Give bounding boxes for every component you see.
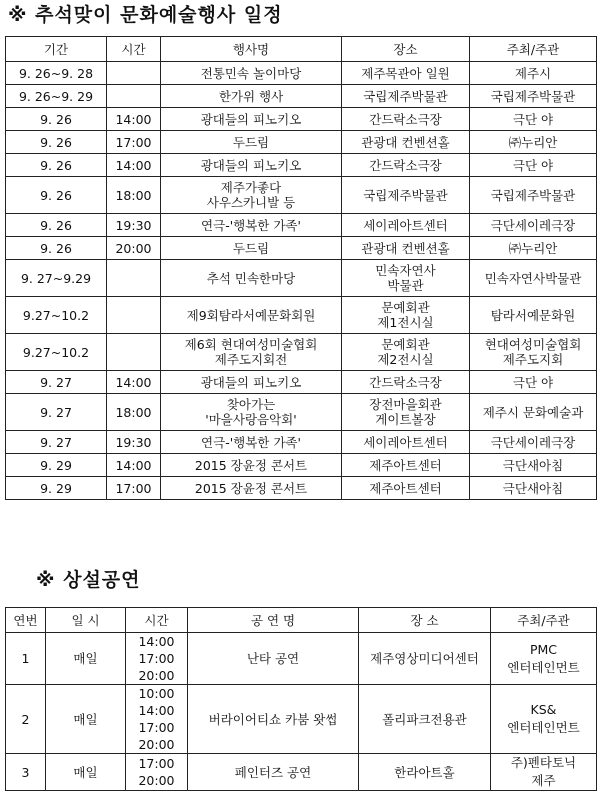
table-header-row: [6, 608, 597, 633]
section1-title: ※ 추석맞이 문화예술행사 일정: [8, 4, 283, 26]
host-cell-line: ㈜누리안: [508, 134, 558, 150]
show-rows: [6, 633, 597, 791]
event-cell-line: 두드림: [232, 134, 270, 150]
day-cell: 매일: [46, 633, 126, 685]
table-row: [6, 754, 597, 791]
event-cell-line: 제6회 현대여성미술협회: [184, 337, 318, 352]
times-cell-line: 20:00: [138, 668, 175, 683]
event-cell-line: 광대들의 피노키오: [200, 111, 302, 127]
event-cell-line: '마을사랑음악회': [205, 412, 297, 427]
period-cell: 9. 27~9.29: [6, 260, 107, 297]
venue-cell-line: 간드락소극장: [369, 111, 442, 127]
table-row: [6, 154, 597, 177]
period-cell: 9. 29: [6, 454, 107, 477]
venue-cell-line: 국립제주박물관: [363, 187, 448, 203]
time-cell: [107, 297, 161, 334]
venue-cell-line: 국립제주박물관: [363, 88, 448, 104]
times-cell-line: 10:00: [138, 686, 175, 701]
venue-cell: [342, 177, 470, 214]
no-cell: 1: [6, 633, 46, 685]
venue-cell: [342, 154, 470, 177]
host-cell: [470, 131, 597, 154]
venue-cell-line: 문예회관: [381, 337, 430, 352]
event-cell-line: 광대들의 피노키오: [200, 157, 302, 173]
table-row: [6, 297, 597, 334]
period-cell: 9. 26: [6, 131, 107, 154]
table-row: [6, 260, 597, 297]
period-cell: 9. 26: [6, 108, 107, 131]
venue-cell: 제주영상미디어센터: [359, 633, 491, 685]
time-cell: 19:30: [107, 431, 161, 454]
time-cell: 17:00: [107, 131, 161, 154]
host-cell-line: 제주도지회: [502, 352, 564, 367]
venue-cell: [342, 214, 470, 237]
table-row: [6, 633, 597, 685]
venue-cell-line: 박물관: [387, 278, 424, 293]
header-event: 행사명: [161, 37, 342, 62]
venue-cell-line: 제주아트센터: [369, 457, 442, 473]
table-row: [6, 685, 597, 754]
event-cell-line: 2015 장윤정 콘서트: [194, 457, 308, 473]
time-cell: 14:00: [107, 371, 161, 394]
venue-cell: [342, 454, 470, 477]
host-cell-line: 민속자연사박물관: [484, 270, 582, 286]
venue-cell-line: 간드락소극장: [369, 157, 442, 173]
host-cell-line: 현대여성미술협회: [484, 337, 582, 352]
venue-cell-line: 관광대 컨벤션홀: [361, 240, 450, 256]
period-cell: 9. 26: [6, 214, 107, 237]
schedule-rows: [6, 62, 597, 500]
host-cell: [470, 108, 597, 131]
period-cell: 9. 26: [6, 154, 107, 177]
event-cell: [161, 237, 342, 260]
host-cell: [470, 477, 597, 500]
venue-cell: [342, 108, 470, 131]
header-show: 공 연 명: [188, 608, 359, 633]
venue-cell: 한라아트홀: [359, 754, 491, 791]
host-cell: [470, 177, 597, 214]
time-cell: [107, 62, 161, 85]
host-cell-line: 제주: [531, 773, 556, 788]
host-cell-line: ㈜누리안: [508, 240, 558, 256]
period-cell: 9. 29: [6, 477, 107, 500]
host-cell-line: 주)펜타토닉: [510, 755, 577, 770]
event-cell: [161, 477, 342, 500]
event-cell-line: 제9회탐라서예문화회원: [186, 307, 316, 323]
host-cell: [470, 371, 597, 394]
event-cell: [161, 62, 342, 85]
venue-cell-line: 문예회관: [381, 300, 430, 315]
times-cell-line: 20:00: [138, 737, 175, 752]
host-cell-line: 극단새아침: [502, 480, 564, 496]
day-cell: 매일: [46, 754, 126, 791]
show-cell: 버라이어티쇼 카붐 왓썹: [188, 685, 359, 754]
times-cell-line: 17:00: [138, 720, 175, 735]
venue-cell: [342, 297, 470, 334]
venue-cell-line: 제2전시실: [377, 352, 434, 367]
event-cell-line: 2015 장윤정 콘서트: [194, 480, 308, 496]
host-cell-line: 극단 야: [512, 157, 554, 173]
event-cell-line: 찾아가는: [226, 397, 276, 412]
host-cell: [470, 62, 597, 85]
header-no: 연번: [6, 608, 46, 633]
host-cell: [491, 633, 597, 685]
period-cell: 9. 27: [6, 371, 107, 394]
event-cell-line: 광대들의 피노키오: [200, 374, 302, 390]
header-venue: 장 소: [359, 608, 491, 633]
host-cell: [470, 260, 597, 297]
event-cell-line: 제주가좋다: [220, 180, 282, 195]
host-cell: [470, 154, 597, 177]
venue-cell-line: 장전마을회관: [369, 397, 442, 412]
event-cell: [161, 108, 342, 131]
host-cell-line: 탐라서예문화원: [490, 307, 576, 323]
section2-title: ※ 상설공연: [36, 569, 141, 591]
host-cell-line: 극단 야: [512, 111, 554, 127]
host-cell: [470, 297, 597, 334]
host-cell-line: 엔터테인먼트: [507, 659, 580, 675]
table-row: [6, 237, 597, 260]
time-cell: 17:00: [107, 477, 161, 500]
host-cell-line: 국립제주박물관: [490, 88, 576, 104]
period-cell: 9.27~10.2: [6, 297, 107, 334]
venue-cell-line: 제1전시실: [377, 315, 434, 330]
host-cell: [470, 394, 597, 431]
table-row: [6, 454, 597, 477]
period-cell: 9.27~10.2: [6, 334, 107, 371]
table-row: [6, 477, 597, 500]
table-row: [6, 334, 597, 371]
table-row: [6, 62, 597, 85]
show-cell: 페인터즈 공연: [188, 754, 359, 791]
event-cell: [161, 177, 342, 214]
table-row: [6, 131, 597, 154]
venue-cell: [342, 394, 470, 431]
host-cell: [470, 431, 597, 454]
header-host: 주최/주관: [491, 608, 597, 633]
time-cell: 18:00: [107, 177, 161, 214]
venue-cell: [342, 85, 470, 108]
venue-cell-line: 민속자연사: [375, 263, 436, 278]
venue-cell: [342, 477, 470, 500]
host-cell-line: PMC: [529, 641, 558, 657]
show-cell: 난타 공연: [188, 633, 359, 685]
header-day: 일 시: [46, 608, 126, 633]
host-cell: [491, 754, 597, 791]
venue-cell: [342, 431, 470, 454]
event-cell: [161, 260, 342, 297]
event-cell: [161, 297, 342, 334]
period-cell: 9. 27: [6, 431, 107, 454]
host-cell: [470, 214, 597, 237]
period-cell: 9. 26: [6, 177, 107, 214]
table-row: [6, 177, 597, 214]
host-cell: [470, 334, 597, 371]
host-cell: [470, 237, 597, 260]
header-time: 시간: [126, 608, 188, 633]
event-cell: [161, 131, 342, 154]
period-cell: 9. 26~9. 29: [6, 85, 107, 108]
table-row: [6, 394, 597, 431]
time-cell: [107, 260, 161, 297]
venue-cell-line: 게이트볼장: [375, 412, 436, 427]
venue-cell-line: 제주아트센터: [369, 480, 442, 496]
event-cell-line: 제주도지회전: [214, 352, 288, 367]
event-cell-line: 연극-'행복한 가족': [201, 217, 301, 233]
time-cell: [107, 85, 161, 108]
time-cell: 14:00: [107, 108, 161, 131]
venue-cell-line: 간드락소극장: [369, 374, 442, 390]
host-cell-line: 제주시: [514, 65, 552, 81]
venue-cell: 폴리파크전용관: [359, 685, 491, 754]
host-cell: [470, 85, 597, 108]
event-cell-line: 전통민속 놀이마당: [200, 65, 302, 81]
venue-cell: [342, 334, 470, 371]
times-cell: [126, 754, 188, 791]
table-row: [6, 108, 597, 131]
venue-cell-line: 세이레아트센터: [363, 217, 448, 233]
host-cell-line: 극단새아침: [502, 457, 564, 473]
no-cell: 2: [6, 685, 46, 754]
times-cell: [126, 633, 188, 685]
event-cell-line: 한가위 행사: [218, 88, 284, 104]
event-cell: [161, 85, 342, 108]
times-cell-line: 17:00: [138, 651, 175, 666]
times-cell-line: 14:00: [138, 703, 175, 718]
header-host: 주최/주관: [470, 37, 597, 62]
event-cell: [161, 454, 342, 477]
host-cell-line: 극단세이레극장: [490, 434, 576, 450]
venue-cell: [342, 371, 470, 394]
times-cell-line: 20:00: [138, 773, 175, 788]
time-cell: 18:00: [107, 394, 161, 431]
time-cell: 14:00: [107, 154, 161, 177]
times-cell-line: 14:00: [138, 634, 175, 649]
event-cell: [161, 394, 342, 431]
header-time: 시간: [107, 37, 161, 62]
time-cell: 20:00: [107, 237, 161, 260]
host-cell-line: 극단 야: [512, 374, 554, 390]
host-cell-line: KS&: [530, 702, 557, 717]
venue-cell: [342, 131, 470, 154]
host-cell-line: 국립제주박물관: [490, 187, 576, 203]
table-header-row: [6, 37, 597, 62]
venue-cell-line: 세이레아트센터: [363, 434, 448, 450]
event-cell: [161, 214, 342, 237]
no-cell: 3: [6, 754, 46, 791]
host-cell: [470, 454, 597, 477]
header-period: 기간: [6, 37, 107, 62]
host-cell-line: 엔터테인먼트: [507, 720, 580, 735]
event-cell: [161, 334, 342, 371]
period-cell: 9. 26: [6, 237, 107, 260]
venue-cell: [342, 62, 470, 85]
period-cell: 9. 27: [6, 394, 107, 431]
event-cell: [161, 431, 342, 454]
header-venue: 장소: [342, 37, 470, 62]
time-cell: 14:00: [107, 454, 161, 477]
table-row: [6, 85, 597, 108]
event-cell: [161, 371, 342, 394]
time-cell: [107, 334, 161, 371]
event-cell-line: 두드림: [232, 240, 270, 256]
table-row: [6, 371, 597, 394]
host-cell: [491, 685, 597, 754]
host-cell-line: 극단세이레극장: [490, 217, 576, 233]
times-cell: [126, 685, 188, 754]
period-cell: 9. 26~9. 28: [6, 62, 107, 85]
event-cell: [161, 154, 342, 177]
event-cell-line: 연극-'행복한 가족': [201, 434, 301, 450]
venue-cell: [342, 237, 470, 260]
event-cell-line: 추석 민속한마당: [206, 270, 296, 286]
day-cell: 매일: [46, 685, 126, 754]
venue-cell-line: 제주목관아 일원: [361, 65, 450, 81]
event-cell-line: 사우스카니발 등: [206, 195, 296, 210]
festival-schedule-table: [5, 36, 597, 500]
table-row: [6, 431, 597, 454]
times-cell-line: 17:00: [138, 756, 175, 771]
time-cell: 19:30: [107, 214, 161, 237]
host-cell-line: 제주시 문화예술과: [482, 404, 584, 420]
table-row: [6, 214, 597, 237]
permanent-shows-table: [5, 607, 597, 791]
venue-cell-line: 관광대 컨벤션홀: [361, 134, 450, 150]
venue-cell: [342, 260, 470, 297]
